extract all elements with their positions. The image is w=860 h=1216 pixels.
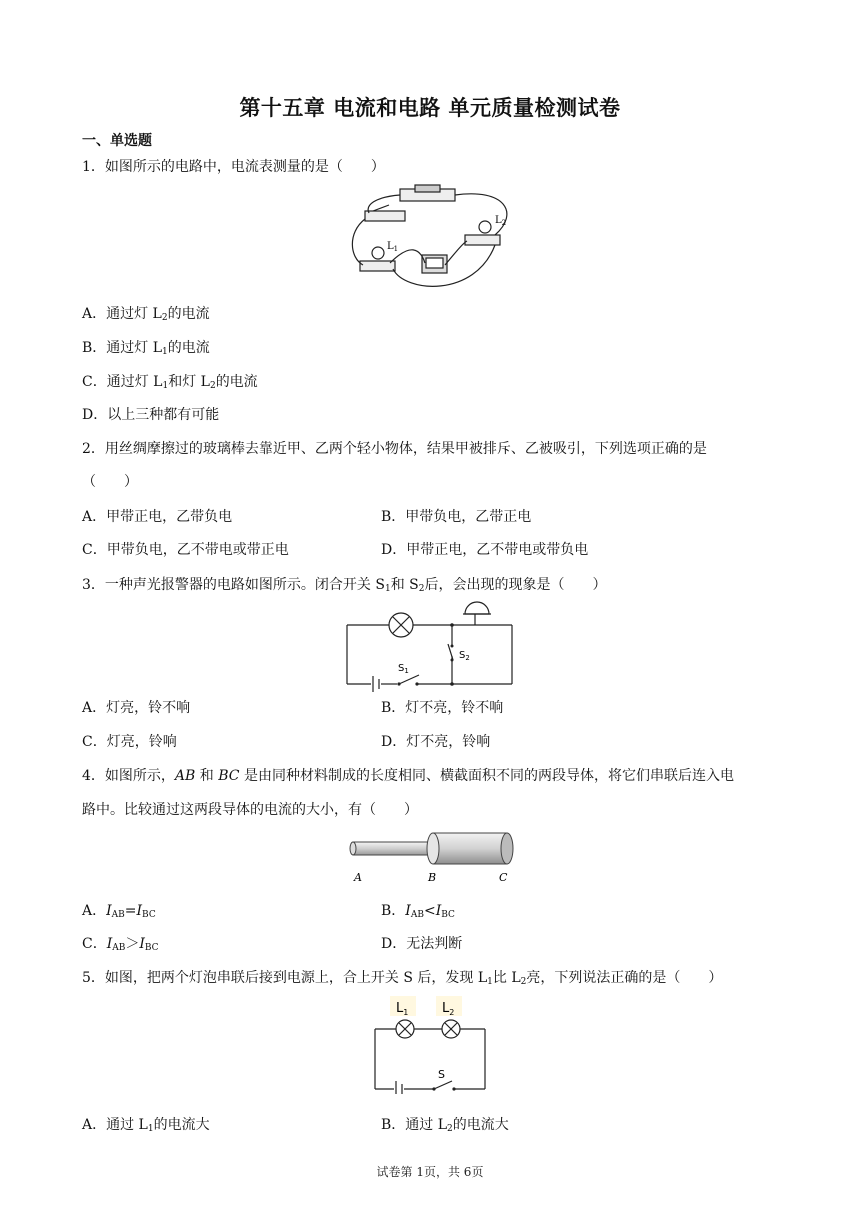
question-1-circuit-figure [345, 183, 520, 298]
question-3-option-b[interactable]: B．灯不亮，铃不响 [381, 700, 504, 716]
section-heading: 一、单选题 [82, 133, 152, 149]
question-4-option-b[interactable]: B．$I_{AB}<I_{BC}$ [381, 903, 455, 920]
question-5-option-a[interactable]: A．通过 $L_1$的电流大 [82, 1117, 210, 1134]
question-2-option-c[interactable]: C．甲带负电，乙不带电或带正电 [82, 542, 289, 558]
question-2-option-b[interactable]: B．甲带负电，乙带正电 [381, 509, 532, 525]
question-4-conductor-figure [345, 826, 515, 884]
figure-label-L2: $L_2$ [495, 215, 507, 227]
question-2-option-d[interactable]: D．甲带正电，乙不带电或带负电 [381, 542, 589, 558]
question-5-circuit-figure [370, 994, 490, 1094]
question-1-option-c[interactable]: C．通过灯 $L_1$和灯 $L_2$的电流 [82, 374, 258, 391]
figure-label-b: B [428, 871, 437, 884]
figure-label-L1: $L_1$ [387, 241, 399, 253]
question-1-stem: 1．如图所示的电路中，电流表测量的是（ ） [82, 159, 385, 175]
question-4-option-a[interactable]: A．$I_{AB}=I_{BC}$ [82, 903, 156, 920]
question-2-stem-line1: 2．用丝绸摩擦过的玻璃棒去靠近甲、乙两个轻小物体，结果甲被排斥、乙被吸引，下列选项正确的是 [82, 441, 707, 457]
question-5-stem: 5．如图，把两个灯泡串联后接到电源上，合上开关 S 后，发现 $L_1$比 $L_2$亮，下列说法正确的是（ ） [82, 970, 723, 987]
question-1-option-a[interactable]: A．通过灯 $L_2$的电流 [82, 306, 210, 323]
question-3-option-a[interactable]: A．灯亮，铃不响 [82, 700, 191, 716]
question-4-stem-line2: 路中。比较通过这两段导体的电流的大小，有（ ） [82, 802, 418, 818]
page-title: 第十五章 电流和电路 单元质量检测试卷 [239, 96, 621, 120]
question-1-option-d[interactable]: D．以上三种都有可能 [82, 407, 220, 423]
page-footer: 试卷第 1页，共 6页 [376, 1165, 484, 1179]
question-5-option-b[interactable]: B．通过 $L_2$的电流大 [381, 1117, 509, 1134]
question-3-stem: 3．一种声光报警器的电路如图所示。闭合开关 $S_1$和 $S_2$后，会出现的现象是（ ） [82, 577, 607, 594]
figure-label-L1: $L_1$ [396, 1001, 409, 1017]
figure-label-c: C [499, 871, 508, 884]
question-2-stem-line2: （ ） [82, 474, 138, 490]
question-3-option-c[interactable]: C．灯亮，铃响 [82, 734, 177, 750]
figure-label-S2: $S_2$ [459, 650, 470, 662]
figure-label-a: A [354, 871, 362, 884]
figure-label-S: S [438, 1068, 445, 1081]
question-4-option-d[interactable]: D．无法判断 [381, 936, 463, 952]
question-4-option-c[interactable]: C．$I_{AB}>I_{BC}$ [82, 936, 159, 953]
figure-label-L2: $L_2$ [442, 1001, 455, 1017]
question-3-circuit-figure [345, 600, 515, 692]
question-3-option-d[interactable]: D．灯不亮，铃响 [381, 734, 491, 750]
question-4-stem-line1: 4．如图所示，AB 和 BC 是由同种材料制成的长度相同、横截面积不同的两段导体，将它们串联后连入电 [82, 768, 734, 784]
question-1-option-b[interactable]: B．通过灯 $L_1$的电流 [82, 340, 210, 357]
question-2-option-a[interactable]: A．甲带正电，乙带负电 [82, 509, 233, 525]
figure-label-S1: $S_1$ [398, 663, 409, 675]
